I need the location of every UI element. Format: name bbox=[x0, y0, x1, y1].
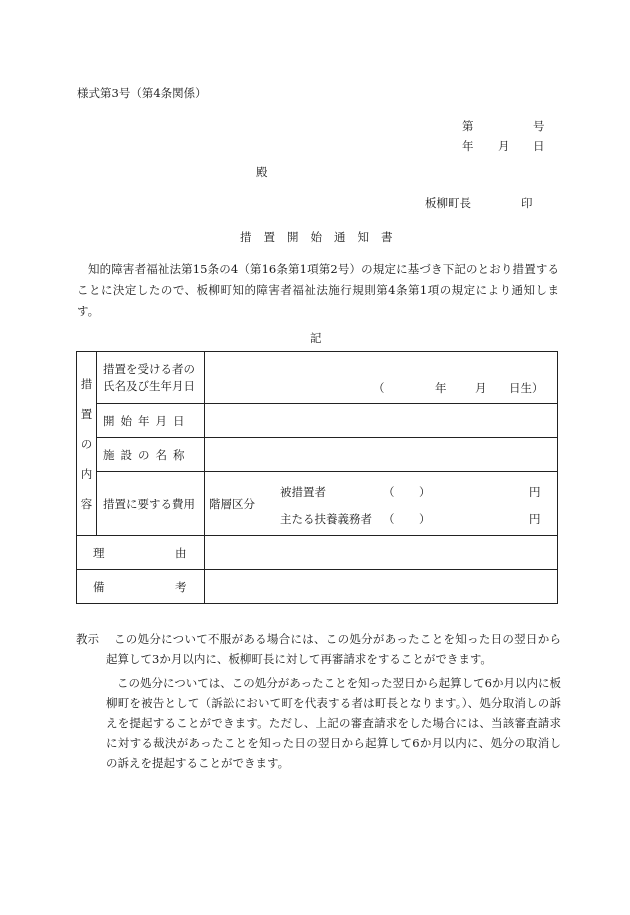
person2-paren-close: ） bbox=[419, 512, 431, 526]
row-label-reason bbox=[77, 536, 205, 570]
row-label-cost: 措置に要する費用 bbox=[97, 472, 205, 536]
group-label-char: 内 bbox=[80, 466, 93, 481]
remarks-char-a: 備 bbox=[93, 580, 105, 594]
document-number-suffix: 号 bbox=[533, 119, 545, 133]
ki-heading: 記 bbox=[310, 331, 322, 345]
table-row bbox=[77, 472, 558, 536]
class-label: 階層区分 bbox=[209, 497, 255, 511]
row-label-recipient: 措置を受ける者の氏名及び生年月日 bbox=[97, 352, 205, 404]
row-label-facility: 施設の名称 bbox=[97, 438, 205, 472]
recipient-cell bbox=[205, 352, 558, 404]
remarks-cell bbox=[205, 570, 558, 604]
table-row bbox=[77, 438, 558, 472]
group-label-char: の bbox=[80, 436, 93, 451]
table-row bbox=[77, 352, 558, 404]
person1-label: 被措置者 bbox=[280, 485, 326, 499]
notice-para-2: この処分については、この処分があったことを知った翌日から起算して6か月以内に板柳町を被告として（訴訟において町を代表する者は町長となります。）、処分取消しの訴えを提起することができます。ただし、上記の審査請求をした場合には、当該審査請求に対する裁決があったことを知った日の翌日から起算して6か月以内に、処分の取消しの訴えを提起することができます。 bbox=[106, 676, 561, 770]
person1-paren-close: ） bbox=[419, 485, 431, 499]
measure-details-table bbox=[76, 351, 558, 604]
seal-mark: 印 bbox=[521, 196, 533, 210]
date-month: 月 bbox=[498, 139, 510, 153]
birth-year: 年 bbox=[435, 381, 447, 395]
form-number-label: 様式第3号（第4条関係） bbox=[77, 86, 207, 100]
remarks-char-b: 考 bbox=[175, 580, 187, 594]
group-label-char: 容 bbox=[80, 496, 93, 511]
reason-char-b: 由 bbox=[175, 546, 187, 560]
recipient-honorific: 殿 bbox=[256, 165, 268, 179]
document-title: 措置開始通知書 bbox=[240, 230, 405, 244]
notice-para-1 bbox=[76, 629, 561, 669]
intro-paragraph: 知的障害者福祉法第15条の4（第16条第1項第2号）の規定に基づき下記のとおり措置することに決定したので、板柳町知的障害者福祉法施行規則第4条第1項の規定により通知します。 bbox=[77, 262, 559, 318]
person2-label: 主たる扶養義務者 bbox=[280, 512, 372, 526]
person1-yen: 円 bbox=[529, 485, 541, 499]
row-label-start-date: 開始年月日 bbox=[97, 404, 205, 438]
group-label-measure-content bbox=[77, 352, 97, 536]
table-row bbox=[77, 536, 558, 570]
notice-para-1-text: この処分について不服がある場合には、この処分があったことを知った日の翌日から起算して3か月以内に、板柳町長に対して再審請求をすることができます。 bbox=[106, 632, 561, 666]
reason-cell bbox=[205, 536, 558, 570]
reason-char-a: 理 bbox=[93, 546, 105, 560]
person2-paren-open: （ bbox=[383, 512, 395, 526]
facility-cell bbox=[205, 438, 558, 472]
notice-label: 教示 bbox=[76, 632, 99, 646]
birth-day-close: 日生） bbox=[509, 381, 544, 395]
start-date-cell bbox=[205, 404, 558, 438]
cost-cell bbox=[205, 472, 558, 536]
person1-paren-open: （ bbox=[383, 485, 395, 499]
document-number-prefix: 第 bbox=[462, 119, 474, 133]
table-row bbox=[77, 570, 558, 604]
table-row bbox=[77, 404, 558, 438]
issuer-name: 板柳町長 bbox=[425, 196, 471, 210]
birth-month: 月 bbox=[475, 381, 487, 395]
date-day: 日 bbox=[533, 139, 545, 153]
row-label-remarks bbox=[77, 570, 205, 604]
appeal-notice bbox=[76, 629, 561, 773]
group-label-char: 置 bbox=[80, 406, 93, 421]
person2-yen: 円 bbox=[529, 512, 541, 526]
birth-open-paren: （ bbox=[373, 381, 385, 395]
date-year: 年 bbox=[462, 139, 474, 153]
group-label-char: 措 bbox=[80, 376, 93, 391]
